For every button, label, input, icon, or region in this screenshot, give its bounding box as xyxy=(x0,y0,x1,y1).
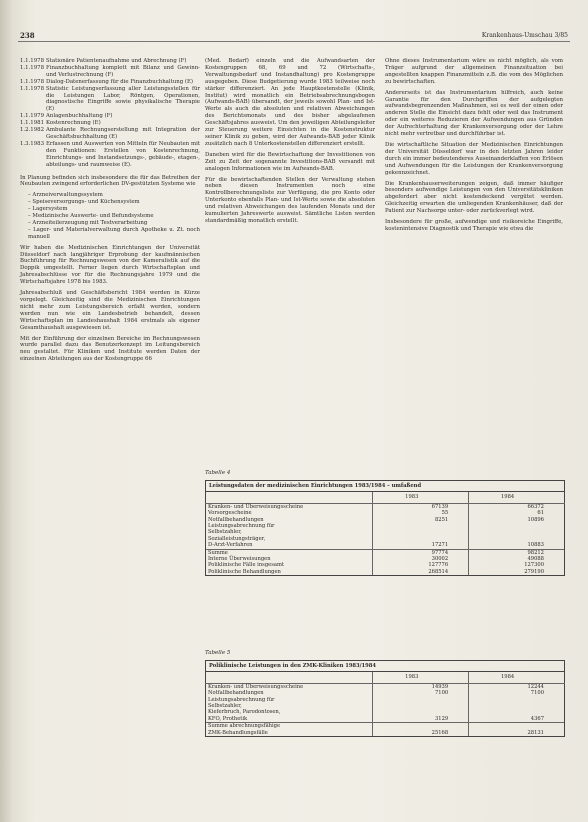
paragraph: Die wirtschaftliche Situation der Medizinischen Einrichtungen der Universität Düsseldorf war in den letzten Jahren leider durch ein immer bedeutenderes Auseinanderklaffen von Erlösen und Aufwendungen für die Leistungen der Krankenversorgung gekennzeichnet. xyxy=(385,141,563,176)
row-label: Selbstzahler, xyxy=(206,529,373,535)
cell-value: 7100 xyxy=(373,690,469,696)
column-middle xyxy=(205,58,375,229)
row-label: Leistungsabrechnung für xyxy=(206,523,373,529)
list-item: – Lagersystem xyxy=(28,206,200,213)
table-row xyxy=(206,723,565,730)
cell-value: 55 xyxy=(373,510,469,516)
row-label: Kranken- und Überweisungsscheine xyxy=(206,503,373,510)
cell-value: 12244 xyxy=(469,683,565,690)
column-right xyxy=(385,58,563,237)
row-label: Sozialleistungsträger, xyxy=(206,536,373,542)
row-label: Notfallbehandlungen xyxy=(206,517,373,523)
cell-value: 17271 xyxy=(373,542,469,549)
row-label: Kieferbruch, Parodontosen, xyxy=(206,709,373,715)
row-label: Summe abrechnungsfähige xyxy=(206,723,373,730)
table-row xyxy=(206,503,565,510)
cell-value: 10883 xyxy=(469,542,565,549)
cell-value: 4367 xyxy=(469,716,565,723)
paragraph: In Planung befinden sich insbesondere die für das Betreiben der Neubauten zwingend erforderlichen DV-gestützten Systeme wie xyxy=(20,174,200,188)
cell-value: 7100 xyxy=(469,690,565,696)
list-item: – Arzneiteilerzeugung mit Testverarbeitung xyxy=(28,220,200,227)
list-item: – Lager- und Materialverwaltung durch Apotheke u. Zt. noch manuell xyxy=(28,227,200,241)
table-5 xyxy=(205,660,565,737)
column-left xyxy=(20,58,200,367)
chronology-text: Finanzbuchhaltung komplett mit Bilanz und Gewinn- und Verlustrechnung (F) xyxy=(46,64,200,78)
table-caption: Poliklinische Leistungen in den ZMK-Kliniken 1983/1984 xyxy=(206,661,565,672)
chronology-text: Dialog-Datenerfassung für die Finanzbuchhaltung (E) xyxy=(46,78,194,85)
chronology-text: Stationäre Patientenaufnahme und Abrechnung (F) xyxy=(46,58,187,64)
chronology-date: 1.3.1983 xyxy=(20,140,45,147)
paragraph: Ohne dieses Instrumentarium wäre es nicht möglich, als vom Träger aufgrund der allgemeinen Finanzsituation bei angestellten knappen Finanzmitteln z.B. die vom des Möglichen zu bewirtschaften. xyxy=(385,58,563,85)
row-label: KFO, Prothetik xyxy=(206,716,373,723)
table-row xyxy=(206,716,565,723)
table-5-label: Tabelle 5 xyxy=(205,650,231,656)
column-header: 1984 xyxy=(469,672,565,683)
row-label: Summe xyxy=(206,549,373,556)
chronology-item xyxy=(20,141,200,169)
paragraph: Mit der Einführung der einzelnen Bereiche im Rechnungswesen wurde parallel dazu das Benutzerkonzept im Leitungsbereich neu gestaltet. Für Kliniken und Institute werden Daten der einzelnen Abteilungen aus der Kostengruppe 66 xyxy=(20,335,200,363)
row-label: Leistungsabrechnung für xyxy=(206,697,373,703)
table-4 xyxy=(205,480,565,576)
chronology-item xyxy=(20,127,200,141)
chronology-item xyxy=(20,65,200,79)
chronology-date: 1.1.1981 xyxy=(20,120,45,127)
cell-value: 127300 xyxy=(469,562,565,568)
chronology-date: 1.1.1978 xyxy=(20,58,45,64)
paragraph: Andererseits ist das Instrumentarium hilfreich, auch keine Garantie für den Durchgriffen der aufgelegten aufwandsbegrenzenden Maßnahmen, sei es weil der einen oder anderen Stelle die Einsicht dazu fehlt oder weil das Instrument oder ein weiteres Reduzieren der Aufwendungen aus Gründen der Aufrechterhaltung der Krankenversorgung oder der Lehre nicht mehr vertretbar und durchführbar ist. xyxy=(385,89,563,138)
cell-value: 14939 xyxy=(373,683,469,690)
table-row xyxy=(206,730,565,737)
column-header: 1984 xyxy=(469,492,565,503)
chronology-text: Statistic Leistungserfassung aller Leistungsstellen für die Leistungen Labor, Röntgen, Operationen, diagnostische Eingriffe sowie physikalische Therapie (E) xyxy=(46,85,200,113)
paragraph: Jahresabschluß und Geschäftsbericht 1984 werden in Kürze vorgelegt. Gleichzeitig sind die Medizinischen Einrichtungen nicht mehr zum Leistungsbereich erfaßt werden, sondern werden nun wie ein Landesbetrieb behandelt, dessen Wirtschaftsplan im Landeshaushalt 1984 erstmals als eigener Gesamthaushalt ausgewiesen ist. xyxy=(20,290,200,331)
cell-value xyxy=(373,723,469,730)
paragraph: Die Krankenhauserweiterungen zeigen, daß immer häufiger besonders aufwendige Leistungen von den Universitätskliniken abgefordert aber nicht kostendeckend vergütet werden. Gleichzeitig erwarten die umliegenden Krankenhäuser, daß der Patient zur Nachsorge unter- oder zurückverlegt wird. xyxy=(385,180,563,215)
paragraph: Wir haben die Medizinischen Einrichtungen der Universität Düsseldorf nach langjähriger Erprobung der kaufmännischen Buchführung für Rechnungswesen von der Kameralistik auf die Doppik umgestellt. Ferner liegen durch Wirtschaftsplan und Jahresabschlüsse vor für die Rechnungsjahre 1979 und die Wirtschaftsjahre 1978 bis 1983. xyxy=(20,244,200,286)
chronology-item xyxy=(20,120,200,127)
cell-value: 61 xyxy=(469,510,565,516)
row-label: D-Arzt-Verfahren xyxy=(206,542,373,549)
table-caption: Leistungsdaten der medizinischen Einrichtungen 1983/1984 – umfaßend xyxy=(206,481,565,492)
chronology-date: 1.1.1979 xyxy=(20,113,45,120)
planned-systems-list xyxy=(20,192,200,240)
cell-value: 67139 xyxy=(373,503,469,510)
row-label: Interne Überweisungen xyxy=(206,556,373,562)
list-item: – Medizinische Auswerte- und Befundsysteme xyxy=(28,213,200,220)
row-label: Kranken- und Überweisungsscheine xyxy=(206,683,373,690)
cell-value: 279190 xyxy=(469,569,565,576)
cell-value: 66372 xyxy=(469,503,565,510)
cell-value: 49088 xyxy=(469,556,565,562)
table-4-label: Tabelle 4 xyxy=(205,470,231,476)
chronology-date: 1.1.1978 xyxy=(20,64,45,71)
paragraph: Daneben wird für die Bewirtschaftung der Investitionen von Zeit zu Zeit der sogenannte Investitions-BAB versandt mit analogen Informationen wie im Aufwands-BAB. xyxy=(205,151,375,172)
paragraph: (Med. Bedarf) einzeln und die Aufwandsarten der Kostengruppen 68, 69 und 72 (Wirtschafts-, Verwaltungsbedarf und Instandhaltung) pro Kostengruppe ausgegeben. Diese Budgetierung wurde 1983 teilweise noch stärker differenziert. An jede Hauptkostenstelle (Klinik, Institut) wird monatlich ein Betriebsabrechnungsbogen (Aufwands-BAB) übersandt, der jeweils sowohl Plan- und Ist-Werte als auch die absoluten und relativen Abweichungen des Berichtsmonats und des bisher abgelaufenen Geschäftsjahres ausweist. Um den jeweiligen Abteilungsleiter zur Steuerung weitere Einsichten in die Kostenstruktur seiner Klinik zu geben, wird der Aufwands-BAB jeder Klinik zusätzlich nach 8 Unterkostenstellen differenziert erstellt. xyxy=(205,58,375,147)
page-fold-shadow xyxy=(0,0,14,822)
cell-value: 8251 xyxy=(373,517,469,523)
chronology-item xyxy=(20,58,200,65)
chronology-item xyxy=(20,79,200,86)
paragraph: Insbesondere für große, aufwendige und risikoreiche Eingriffe, kostenintensive Diagnostik und Therapie wie etwa die xyxy=(385,219,563,232)
list-item: – Speiseversorgungs- und Küchensystem xyxy=(28,199,200,206)
list-item: – Arzneiverwaltungssystem xyxy=(28,192,200,199)
cell-value: 30002 xyxy=(373,556,469,562)
cell-value: 28131 xyxy=(469,730,565,737)
row-label: ZMK-Behandlungsfälle xyxy=(206,730,373,737)
cell-value: 3129 xyxy=(373,716,469,723)
row-label: Vorsorgescheine xyxy=(206,510,373,516)
chronology-text: Erfassen und Auswerten von Mitteln für Neubauten mit den Funktionen: Erstellen von Kostenrechnung, Einrichtungs- und Instandsetzungs-, gebäude-, etagen-, abteilungs- und raumweise (E). xyxy=(46,140,200,168)
table-row xyxy=(206,542,565,549)
cell-value: 97774 xyxy=(373,549,469,556)
cell-value: 10896 xyxy=(469,517,565,523)
chronology-date: 1.2.1982 xyxy=(20,127,45,134)
cell-value xyxy=(469,723,565,730)
chronology-item xyxy=(20,86,200,114)
row-label: Poliklinische Behandlungen xyxy=(206,569,373,576)
table-row xyxy=(206,569,565,576)
chronology-text: Ambulante Rechnungserstellung mit Integration der Geschäftsbuchhaltung (E) xyxy=(46,127,200,140)
cell-value: 127776 xyxy=(373,562,469,568)
row-label: Poliklinische Fälle insgesamt xyxy=(206,562,373,568)
row-label: Selbstzahler, xyxy=(206,703,373,709)
cell-value: 25168 xyxy=(373,730,469,737)
chronology-text: Kostenrechnung (E) xyxy=(46,120,101,127)
column-header: 1983 xyxy=(373,672,469,683)
page-number: 238 xyxy=(20,31,35,40)
chronology-date: 1.1.1978 xyxy=(20,85,45,92)
column-header: 1983 xyxy=(373,492,469,503)
cell-value: 98212 xyxy=(469,549,565,556)
chronology-list xyxy=(20,58,200,169)
header-rule xyxy=(18,41,570,42)
paragraph: Für die bewirtschaftenden Stellen der Verwaltung stehen neben diesen Instrumenten noch eine Kontrollberechnungsliste zur Verfügung, die pro Konto oder Unterkonto ebenfalls Plan- und Ist-Werte sowie die absoluten und relativen Abweichungen des laufenden Monats und der kumulierten Jahreswerte ausweist. Sämtliche Listen werden standardmäßig monatlich erstellt. xyxy=(205,176,375,224)
chronology-text: Anlagenbuchhaltung (F) xyxy=(46,113,113,120)
table-row xyxy=(206,683,565,690)
running-title: Krankenhaus-Umschau 3/85 xyxy=(481,32,568,39)
chronology-date: 1.1.1978 xyxy=(20,78,45,85)
cell-value: 268514 xyxy=(373,569,469,576)
row-label: Notfallbehandlungen xyxy=(206,690,373,696)
